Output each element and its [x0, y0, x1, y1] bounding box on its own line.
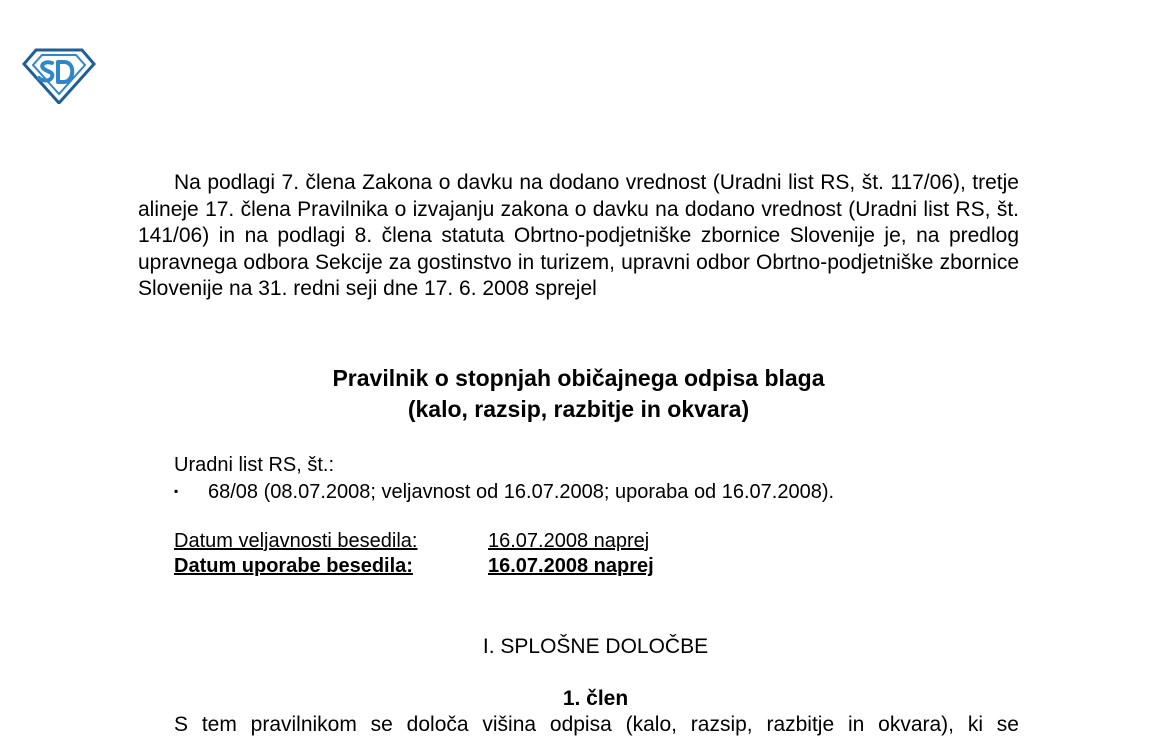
article-heading: 1. člen [562, 687, 629, 710]
bullet-icon: ▪ [174, 484, 179, 498]
organization-logo [22, 46, 96, 104]
application-date-label: Datum uporabe besedila: [174, 555, 413, 577]
gazette-label: Uradni list RS, št.: [174, 454, 335, 476]
validity-date-label: Datum veljavnosti besedila: [174, 530, 418, 552]
sd-emblem-icon [22, 46, 96, 104]
article-text: S tem pravilnikom se določa višina odpisa (kalo, razsip, razbitje in okvara), ki se [174, 713, 1019, 736]
document-subtitle: (kalo, razsip, razbitje in okvara) [407, 396, 750, 422]
application-date-value: 16.07.2008 naprej [488, 555, 654, 577]
document-title: Pravilnik o stopnjah običajnega odpisa blaga [332, 365, 825, 391]
validity-date-value: 16.07.2008 naprej [488, 530, 650, 552]
gazette-reference: 68/08 (08.07.2008; veljavnost od 16.07.2008; uporaba od 16.07.2008). [208, 481, 835, 503]
gazette-list-item [174, 478, 834, 505]
section-heading: I. SPLOŠNE DOLOČBE [482, 635, 709, 658]
preamble-paragraph: Na podlagi 7. člena Zakona o davku na dodano vrednost (Uradni list RS, št. 117/06), tretje alineje 17. člena Pravilnika o izvajanju zakona o davku na dodano vrednost (Uradni list RS, št. 141/06) in na podlagi 8. člena statuta Obrtno-podjetniške zbornice Slovenije je, na predlog upravnega odbora Sekcije za gostinstvo in turizem, upravni odbor Obrtno-podjetniške zbornice Slovenije na 31. redni seji dne 17. 6. 2008 sprejel [138, 171, 1019, 300]
